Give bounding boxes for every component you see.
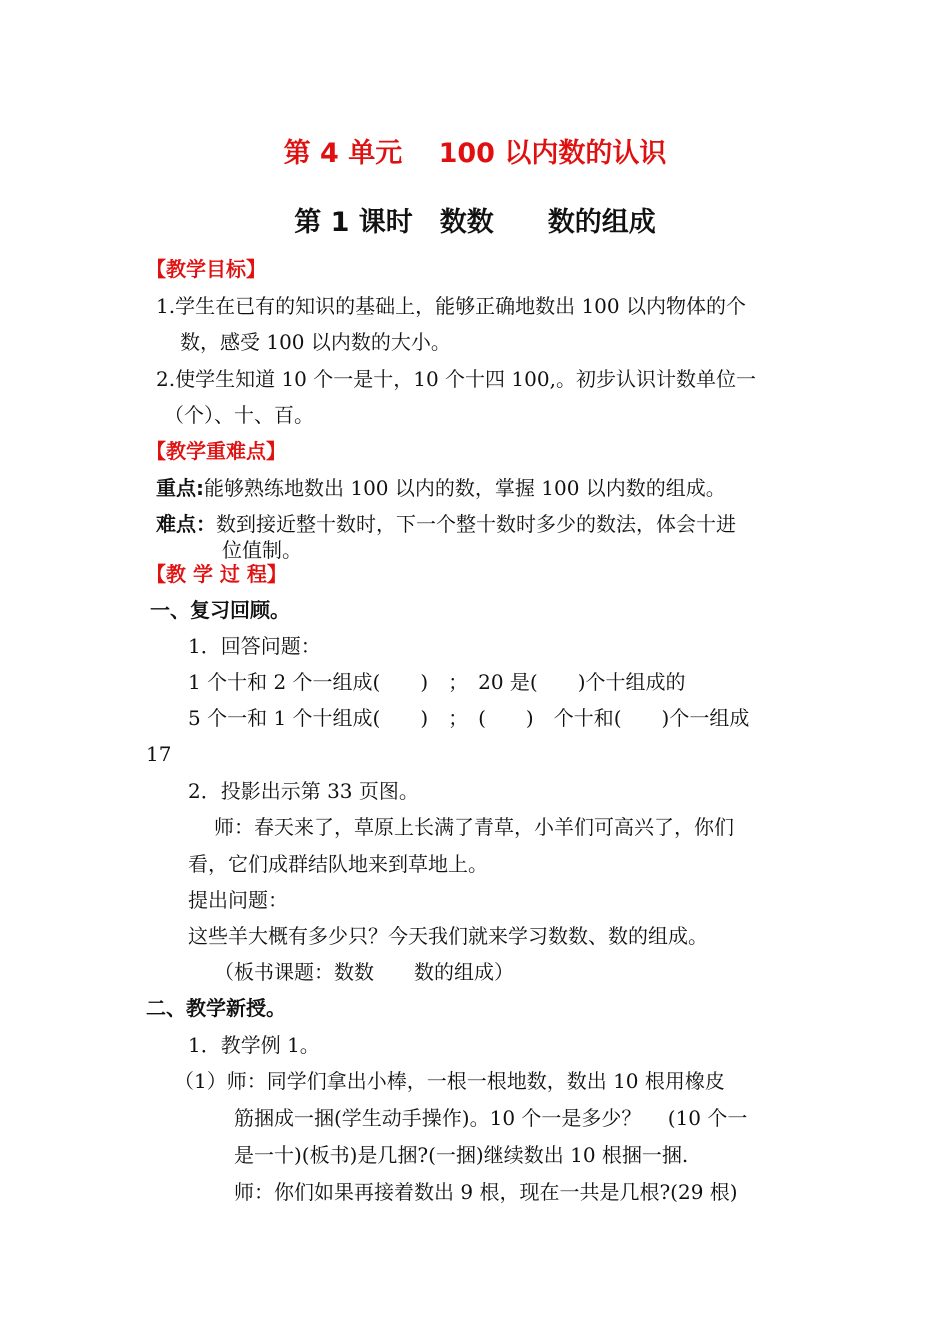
new-lesson-heading: 二、教学新授。 <box>146 996 286 1020</box>
question-line-2-cont: 17 <box>146 742 172 766</box>
review-heading: 一、复习回顾。 <box>150 598 290 622</box>
difficulty-heading: 【教学重难点】 <box>146 439 286 463</box>
objective-line-1: 1.学生在已有的知识的基础上，能够正确地数出 100 以内物体的个 <box>156 294 746 318</box>
ask-label: 提出问题： <box>188 888 288 912</box>
step-1-line-3: 是一十)(板书)是几捆?(一捆)继续数出 10 根捆一捆. <box>234 1143 689 1167</box>
question-line-2: 5 个一和 1 个十组成( ) ； ( ) 个十和( )个一组成 <box>188 706 750 730</box>
teacher-line-1: 师：春天来了，草原上长满了青草，小羊们可高兴了，你们 <box>214 815 734 839</box>
unit-title: 第 4 单元 100 以内数的认识 <box>283 138 667 169</box>
process-heading: 【教 学 过 程】 <box>146 562 287 586</box>
objective-line-2: 数，感受 100 以内数的大小。 <box>180 330 451 354</box>
hard-point-cont: 位值制。 <box>222 538 302 562</box>
teacher-line-1-cont: 看，它们成群结队地来到草地上。 <box>188 852 488 876</box>
ask-text: 这些羊大概有多少只？今天我们就来学习数数、数的组成。 <box>188 924 708 948</box>
step-1-line-4: 师：你们如果再接着数出 9 根，现在一共是几根?(29 根) <box>234 1180 738 1204</box>
step-1-line-1: （1）师：同学们拿出小棒，一根一根地数，数出 10 根用橡皮 <box>174 1069 725 1093</box>
objective-line-4: （个）、十、百。 <box>164 403 314 427</box>
key-point-label: 重点: <box>156 476 204 500</box>
objective-line-3: 2.使学生知道 10 个一是十，10 个十四 100,。初步认识计数单位一 <box>156 367 756 391</box>
key-point <box>156 475 726 501</box>
hard-point <box>156 511 736 537</box>
key-point-text: 能够熟练地数出 100 以内的数，掌握 100 以内数的组成。 <box>204 476 726 500</box>
projection-line: 2．投影出示第 33 页图。 <box>188 779 419 803</box>
question-line-1: 1 个十和 2 个一组成( ) ； 20 是( )个十组成的 <box>188 670 686 694</box>
hard-point-text: 数到接近整十数时，下一个整十数时多少的数法，体会十进 <box>216 512 736 536</box>
example-1: 1．教学例 1。 <box>188 1033 320 1057</box>
objectives-heading: 【教学目标】 <box>146 257 266 281</box>
board-note: （板书课题：数数 数的组成） <box>214 960 514 984</box>
hard-point-label: 难点： <box>156 512 216 536</box>
question-intro: 1．回答问题： <box>188 634 321 658</box>
lesson-title: 第 1 课时 数数 数的组成 <box>294 207 656 238</box>
step-1-line-2: 筋捆成一捆(学生动手操作)。10 个一是多少？ (10 个一 <box>234 1106 748 1130</box>
